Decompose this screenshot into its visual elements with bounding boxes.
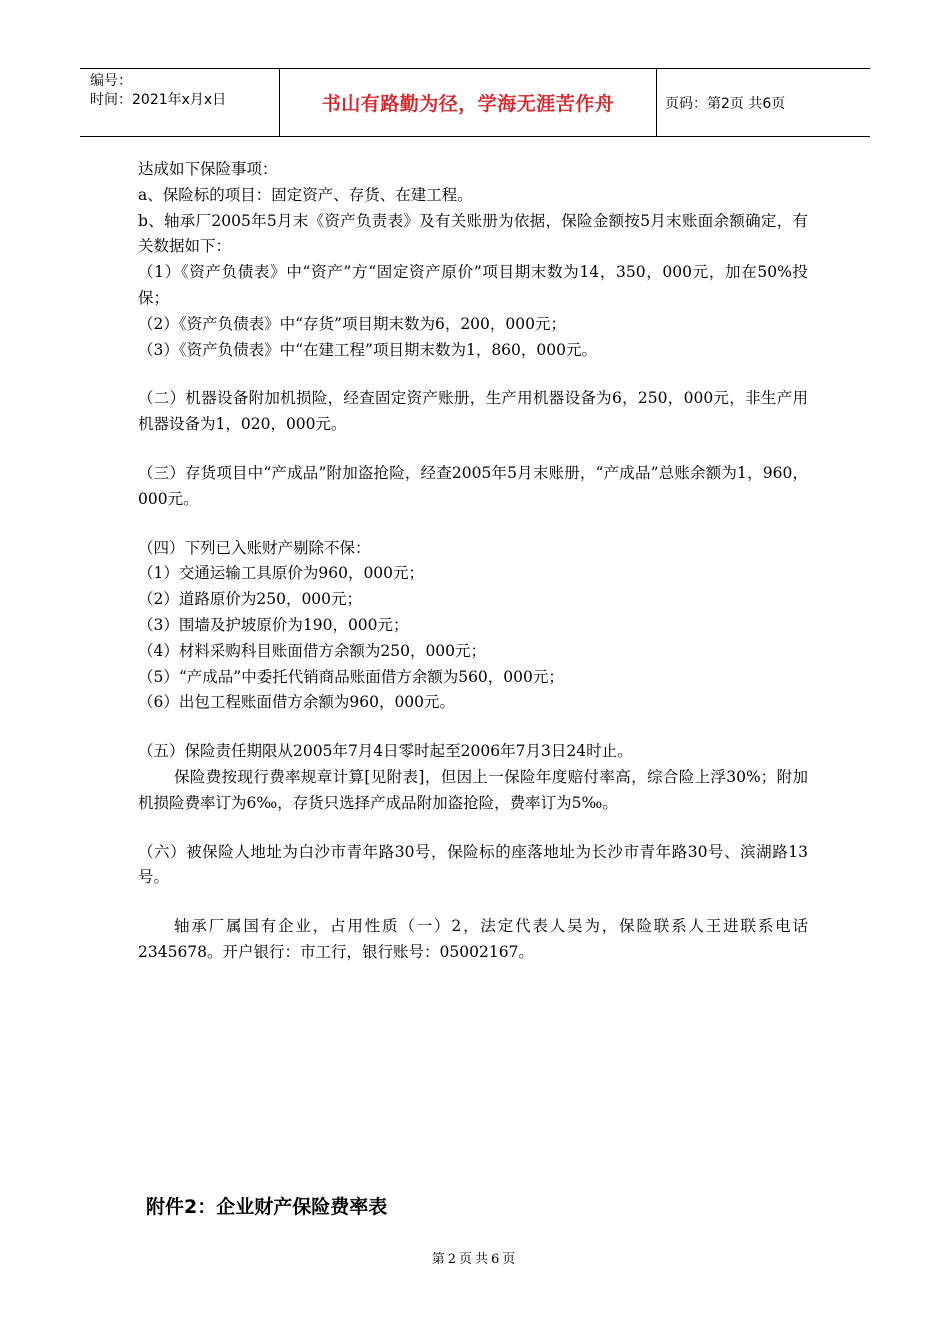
paragraph: （六）被保险人地址为白沙市青年路30号，保险标的座落地址为长沙市青年路30号、滨湖路13号。 [138, 842, 808, 887]
paragraph: b、轴承厂2005年5月末《资产负责表》及有关账册为依据，保险金额按5月末账面余额确定，有关数据如下： [138, 211, 808, 256]
paragraph: （五）保险责任期限从2005年7月4日零时起至2006年7月3日24时止。 [138, 742, 633, 761]
paragraph: 保险费按现行费率规章计算[见附表]，但因上一保险年度赔付率高，综合险上浮30%；附加机损险费率订为6‰，存货只选择产成品附加盗抢险，费率订为5‰。 [138, 767, 808, 812]
paragraph: 达成如下保险事项： [138, 160, 278, 178]
page-header [80, 68, 870, 137]
paragraph: （3）围墙及护坡原价为190，000元； [138, 615, 409, 634]
paragraph: （3）《资产负债表》中“在建工程”项目期末数为1，860，000元。 [138, 340, 597, 359]
paragraph: （四）下列已入账财产剔除不保： [138, 538, 371, 557]
paragraph: （4）材料采购科目账面借方余额为250，000元； [138, 641, 487, 660]
annex-title: 附件2：企业财产保险费率表 [146, 1196, 388, 1218]
paragraph: （6）出包工程账面借方余额为960，000元。 [138, 693, 456, 712]
header-page-label: 页码：第2页 共6页 [665, 95, 786, 112]
paragraph: （三）存货项目中“产成品”附加盗抢险，经查2005年5月末账册，“产成品”总账余额为1，960，000元。 [138, 463, 808, 508]
paragraph: （二）机器设备附加机损险，经查固定资产账册，生产用机器设备为6，250，000元，非生产用机器设备为1，020，000元。 [138, 389, 808, 434]
doc-number-label: 编号： [90, 73, 132, 89]
header-meta [80, 69, 280, 136]
paragraph: （5）“产成品”中委托代销商品账面借方余额为560，000元； [138, 667, 564, 686]
paragraph: （2）道路原价为250，000元； [138, 590, 363, 609]
paragraph: a、保险标的项目：固定资产、存货、在建工程。 [138, 185, 473, 204]
doc-date-label: 时间：2021年x月x日 [90, 92, 227, 108]
paragraph: 轴承厂属国有企业，占用性质（一）2，法定代表人吴为，保险联系人王进联系电话2345678。开户银行：市工行，银行账号：05002167。 [138, 917, 808, 961]
paragraph: （2）《资产负债表》中“存货”项目期末数为6，200，000元； [138, 314, 566, 333]
page-footer: 第2页共6页 [431, 1252, 519, 1267]
paragraph: （1）交通运输工具原价为960，000元； [138, 564, 425, 583]
paragraph: （1）《资产负债表》中“资产”方“固定资产原价”项目期末数为14，350，000元，加在50%投保； [138, 263, 808, 307]
header-motto: 书山有路勤为径，学海无涯苦作舟 [280, 69, 657, 136]
document-body [138, 157, 808, 966]
